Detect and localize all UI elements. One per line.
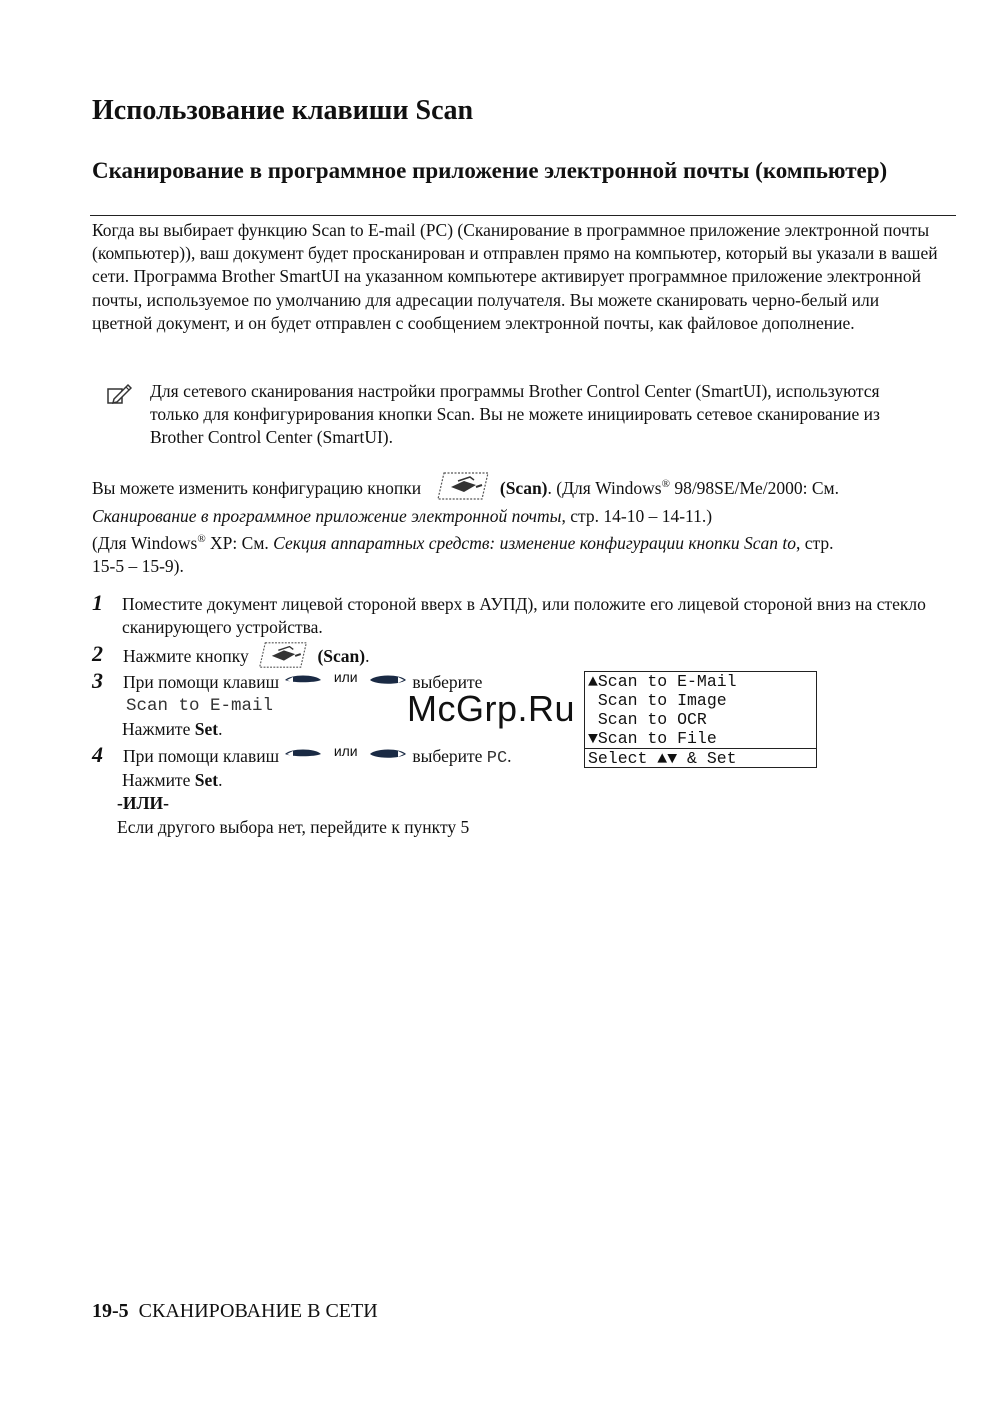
or-word: или	[333, 743, 358, 759]
step-2	[123, 644, 623, 672]
step-4-number: 4	[92, 742, 103, 767]
config-text-2: 98/98SE/Me/2000: См.	[669, 477, 840, 498]
lcd-line-5: Select ▲▼ & Set	[588, 749, 737, 768]
scan-label: (Scan)	[499, 477, 548, 498]
set-label: Set	[194, 719, 219, 739]
dot: .	[218, 770, 223, 790]
right-arrow-key-icon	[368, 745, 408, 763]
registered-mark-2: ®	[197, 533, 206, 546]
or-word: или	[333, 669, 358, 685]
note-pencil-icon	[106, 383, 132, 407]
section-title: Сканирование в программное приложение электронной почты (компьютер)	[92, 158, 888, 183]
left-arrow-key-icon	[283, 745, 323, 763]
scan-key-icon	[436, 471, 490, 501]
dot: .	[218, 719, 223, 739]
lcd-line-1: ▲Scan to E-Mail	[588, 672, 737, 691]
step-3-option: Scan to E-mail	[126, 696, 274, 716]
or-label: -ИЛИ-	[117, 793, 169, 813]
lcd-line-2: Scan to Image	[588, 691, 727, 710]
watermark: McGrp.Ru	[407, 688, 576, 729]
dot: .	[507, 746, 512, 766]
step-2-number: 2	[92, 641, 103, 666]
alt-text: Если другого выбора нет, перейдите к пункту 5	[117, 817, 470, 837]
config-text-4: XP: См.	[205, 532, 274, 553]
step-2-text: Нажмите кнопку	[123, 646, 249, 667]
step-3-choose: выберите	[412, 672, 483, 692]
ref-email-scan: Сканирование в программное приложение электронной почты	[92, 505, 562, 526]
set-label: Set	[194, 770, 219, 790]
page-title: Использование клавиши Scan	[92, 95, 474, 126]
step-4-choose: выберите	[412, 746, 487, 766]
config-text-3: (Для Windows	[92, 532, 198, 553]
config-text-1: . (Для Windows	[547, 477, 662, 498]
press-text: Нажмите	[122, 770, 195, 790]
intro-paragraph: Когда вы выбирает функцию Scan to E-mail (PC) (Сканирование в программное приложение электронной почты (компьютер)), ваш документ будет просканирован и отправлен прямо на компьютер, который вы указали в вашей сети. Программа Brother SmartUI на указанном компьютере активирует программное приложение электронной почты, используемое по умолчанию для адресации получателя. Вы можете сканировать черно-белый или цветной документ, и он будет отправлен с сообщением электронной почты, как файловое дополнение.	[92, 220, 938, 333]
step-4	[123, 745, 583, 770]
step-3-press-set	[122, 718, 222, 741]
ref-hardware-section: Секция аппаратных средств: изменение конфигурации кнопки Scan to	[273, 532, 797, 553]
press-text: Нажмите	[122, 719, 195, 739]
registered-mark: ®	[661, 478, 670, 490]
ref-email-pages: , стр. 14-10 – 14-11.)	[561, 505, 713, 526]
step-3-number: 3	[92, 668, 103, 693]
step-2-dot: .	[365, 646, 370, 667]
lcd-line-4: ▼Scan to File	[588, 729, 717, 748]
step-1-number: 1	[92, 590, 103, 615]
note-text: Для сетевого сканирования настройки программы Brother Control Center (SmartUI), используются только для конфигурирования кнопки Scan. Вы не можете инициировать сетевое сканирование из Brother Control Center (SmartUI).	[150, 381, 880, 448]
step-1-text: Поместите документ лицевой стороной вверх в АУПД), или положите его лицевой стороной вниз на стекло сканирующего устройства.	[122, 594, 926, 638]
lcd-display	[584, 671, 817, 768]
step-3-text: При помощи клавиш	[123, 672, 280, 692]
page-footer	[92, 1300, 378, 1323]
scan-key-icon	[257, 641, 309, 669]
right-arrow-key-icon	[368, 671, 408, 689]
section-divider	[90, 215, 956, 216]
left-arrow-key-icon	[283, 671, 323, 689]
chapter-name: СКАНИРОВАНИЕ В СЕТИ	[138, 1300, 378, 1322]
step-4-press-set	[122, 769, 222, 792]
config-paragraph	[92, 473, 962, 578]
ref-hardware-pages: 15-5 – 15-9).	[92, 556, 184, 577]
config-lead: Вы можете изменить конфигурацию кнопки	[92, 477, 422, 498]
lcd-line-3: Scan to OCR	[588, 710, 707, 729]
step-2-scan-label: (Scan)	[317, 646, 366, 667]
step-4-text: При помощи клавиш	[123, 746, 280, 766]
page-number: 19-5	[92, 1300, 129, 1322]
step-4-option: PC	[486, 749, 508, 768]
ref-hardware-tail: , стр.	[796, 532, 834, 553]
